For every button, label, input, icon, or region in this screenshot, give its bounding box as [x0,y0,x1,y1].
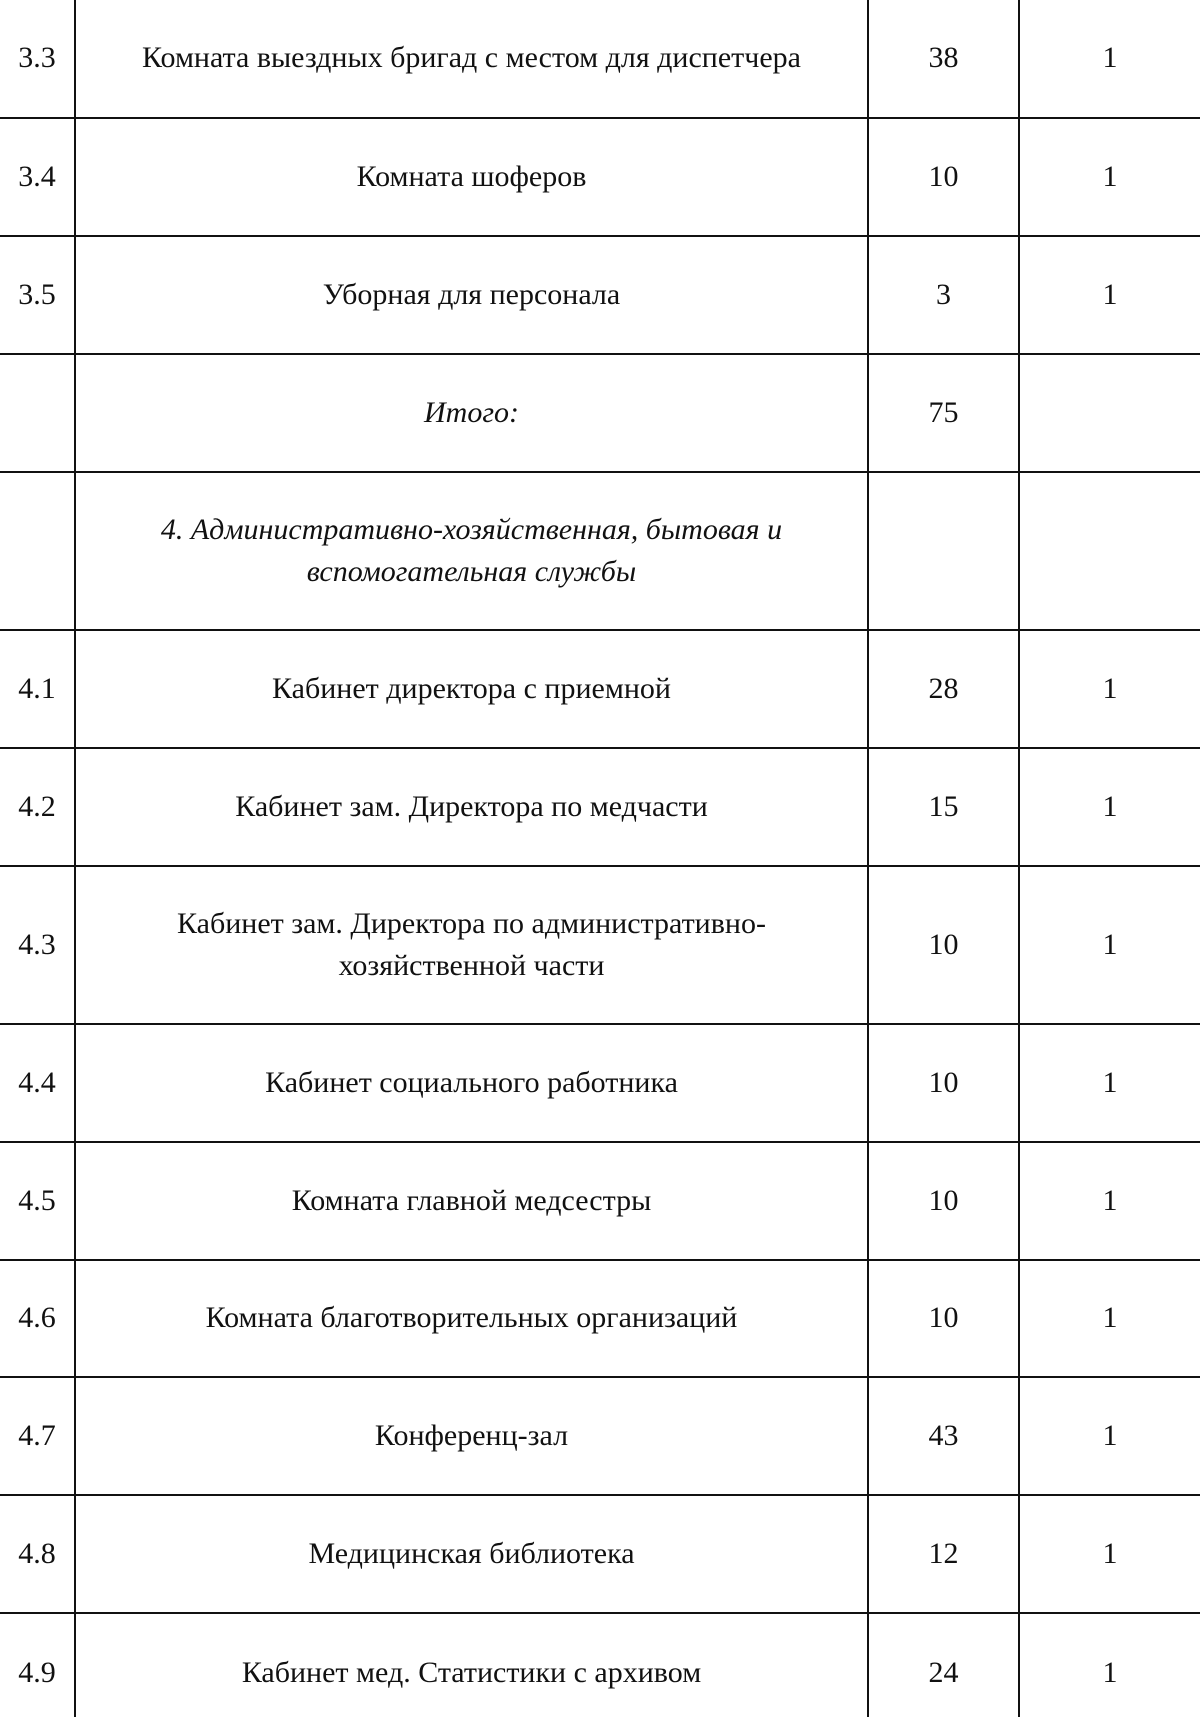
room-quantity: 1 [1019,1024,1200,1142]
room-name: Кабинет зам. Директора по медчасти [75,748,868,866]
room-area: 15 [868,748,1019,866]
section-title: 4. Административно-хозяйственная, бытовая и вспомогательная службы [75,472,868,630]
section-header-row [0,472,1200,630]
table-row [0,748,1200,866]
room-name: Уборная для персонала [75,236,868,354]
room-area: 43 [868,1377,1019,1495]
row-number: 4.3 [0,866,75,1024]
room-area: 10 [868,118,1019,236]
subtotal-label: Итого: [75,354,868,472]
row-number: 4.7 [0,1377,75,1495]
table-row [0,1142,1200,1260]
table-row [0,1024,1200,1142]
row-number: 4.8 [0,1495,75,1613]
subtotal-area: 75 [868,354,1019,472]
row-number: 3.5 [0,236,75,354]
row-number: 4.9 [0,1613,75,1717]
room-quantity [1019,354,1200,472]
row-number: 4.5 [0,1142,75,1260]
row-number: 3.4 [0,118,75,236]
row-number: 4.2 [0,748,75,866]
room-quantity: 1 [1019,1495,1200,1613]
room-name: Кабинет мед. Статистики с архивом [75,1613,868,1717]
room-name: Комната шоферов [75,118,868,236]
table-row [0,1613,1200,1717]
room-name: Кабинет зам. Директора по административно-хозяйственной части [75,866,868,1024]
row-number: 4.1 [0,630,75,748]
room-quantity: 1 [1019,1377,1200,1495]
row-number: 4.4 [0,1024,75,1142]
room-area [868,472,1019,630]
room-quantity: 1 [1019,1260,1200,1378]
room-quantity: 1 [1019,118,1200,236]
room-area: 10 [868,1260,1019,1378]
room-area: 10 [868,1142,1019,1260]
room-name: Конференц-зал [75,1377,868,1495]
row-number: 3.3 [0,0,75,118]
room-area: 12 [868,1495,1019,1613]
room-area: 3 [868,236,1019,354]
subtotal-row [0,354,1200,472]
room-area: 28 [868,630,1019,748]
room-area: 24 [868,1613,1019,1717]
table-row [0,1377,1200,1495]
table-row [0,866,1200,1024]
row-number [0,354,75,472]
room-quantity: 1 [1019,0,1200,118]
room-quantity: 1 [1019,748,1200,866]
table-row [0,630,1200,748]
room-name: Медицинская библиотека [75,1495,868,1613]
table-row [0,1495,1200,1613]
room-area: 10 [868,866,1019,1024]
room-name: Кабинет социального работника [75,1024,868,1142]
room-quantity: 1 [1019,630,1200,748]
row-number: 4.6 [0,1260,75,1378]
row-number [0,472,75,630]
room-name: Кабинет директора с приемной [75,630,868,748]
table-row [0,236,1200,354]
room-name: Комната выездных бригад с местом для диспетчера [75,0,868,118]
room-area: 38 [868,0,1019,118]
room-quantity: 1 [1019,1142,1200,1260]
room-name: Комната благотворительных организаций [75,1260,868,1378]
room-area: 10 [868,1024,1019,1142]
room-quantity: 1 [1019,236,1200,354]
table-row [0,118,1200,236]
room-quantity: 1 [1019,866,1200,1024]
table-row [0,0,1200,118]
room-quantity [1019,472,1200,630]
table-row [0,1260,1200,1378]
room-name: Комната главной медсестры [75,1142,868,1260]
room-quantity: 1 [1019,1613,1200,1717]
